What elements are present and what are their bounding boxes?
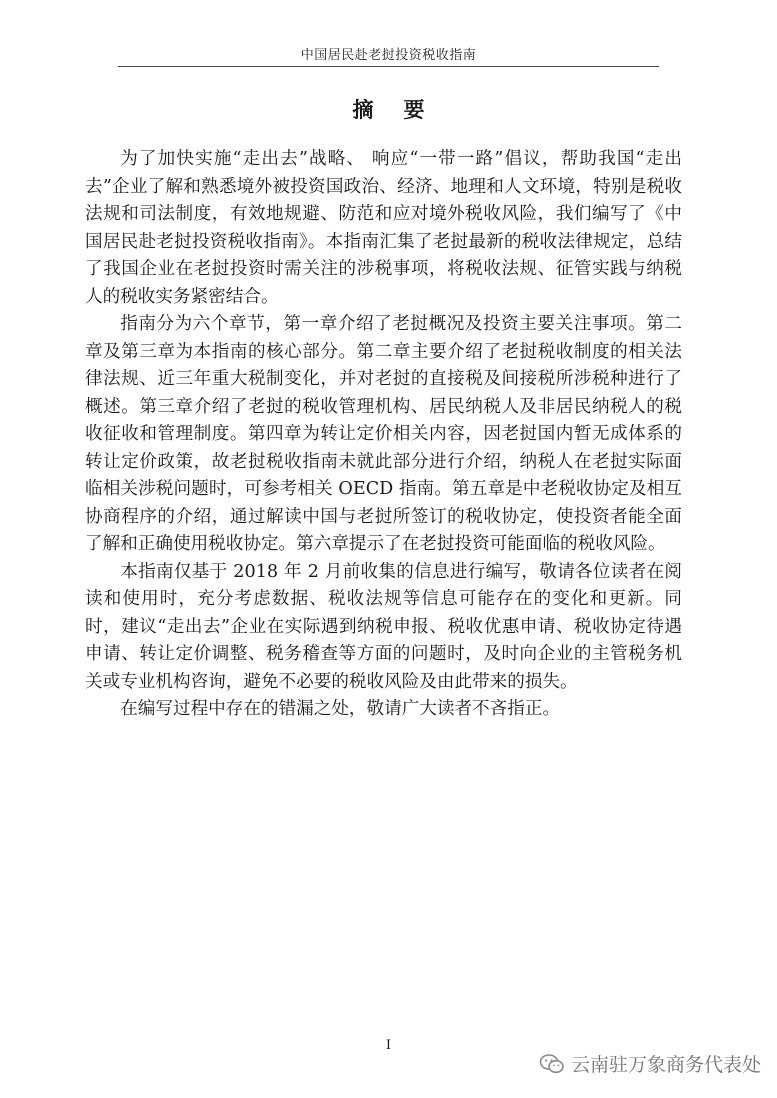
paragraph-intro: 为了加快实施“走出去”战略、 响应“一带一路”倡议，帮助我国“走出去”企业了解和熟悉境外被投资国政治、经济、地理和人文环境，特别是税收法规和司法制度，有效地规避、防范和应对境外税收风险，我们编写了《中国居民赴老挝投资税收指南》。本指南汇集了老挝最新的税收法律规定，总结了我国企业在老挝投资时需关注的涉税事项，将税收法规、征管实践与纳税人的税收实务紧密结合。 bbox=[85, 149, 682, 307]
wechat-icon bbox=[539, 1052, 565, 1076]
page-number: I bbox=[385, 1038, 392, 1053]
paragraph-disclaimer: 本指南仅基于 2018 年 2 月前收集的信息进行编写，敬请各位读者在阅读和使用时，充分考虑数据、税收法规等信息可能存在的变化和更新。同时，建议“走出去”企业在实际遇到纳税申报、税收优惠申请、税收协定待遇申请、转让定价调整、税务稽查等方面的问题时，及时向企业的主管税务机关或专业机构咨询，避免不必要的税收风险及由此带来的损失。 bbox=[85, 561, 682, 692]
account-watermark bbox=[539, 1050, 761, 1077]
running-header: 中国居民赴老挝投资税收指南 bbox=[300, 48, 477, 63]
page-title: 摘要 bbox=[352, 98, 455, 122]
watermark-text: 云南驻万象商务代表处 bbox=[570, 1054, 761, 1076]
paragraph-chapters: 指南分为六个章节，第一章介绍了老挝概况及投资主要关注事项。第二章及第三章为本指南的核心部分。第二章主要介绍了老挝税收制度的相关法律法规、近三年重大税制变化，并对老挝的直接税及间接税所涉税种进行了概述。第三章介绍了老挝的税收管理机构、居民纳税人及非居民纳税人的税收征收和管理制度。第四章为转让定价相关内容，因老挝国内暂无成体系的转让定价政策，故老挝税收指南未就此部分进行介绍，纳税人在老挝实际面临相关涉税问题时，可参考相关 OECD 指南。第五章是中老税收协定及相互协商程序的介绍，通过解读中国与老挝所签订的税收协定，使投资者能全面了解和正确使用税收协定。第六章提示了在老挝投资可能面临的税收风险。 bbox=[85, 314, 682, 554]
abstract-body bbox=[85, 146, 682, 724]
paragraph-closing: 在编写过程中存在的错漏之处，敬请广大读者不吝指正。 bbox=[120, 699, 561, 719]
header-divider bbox=[118, 66, 659, 67]
